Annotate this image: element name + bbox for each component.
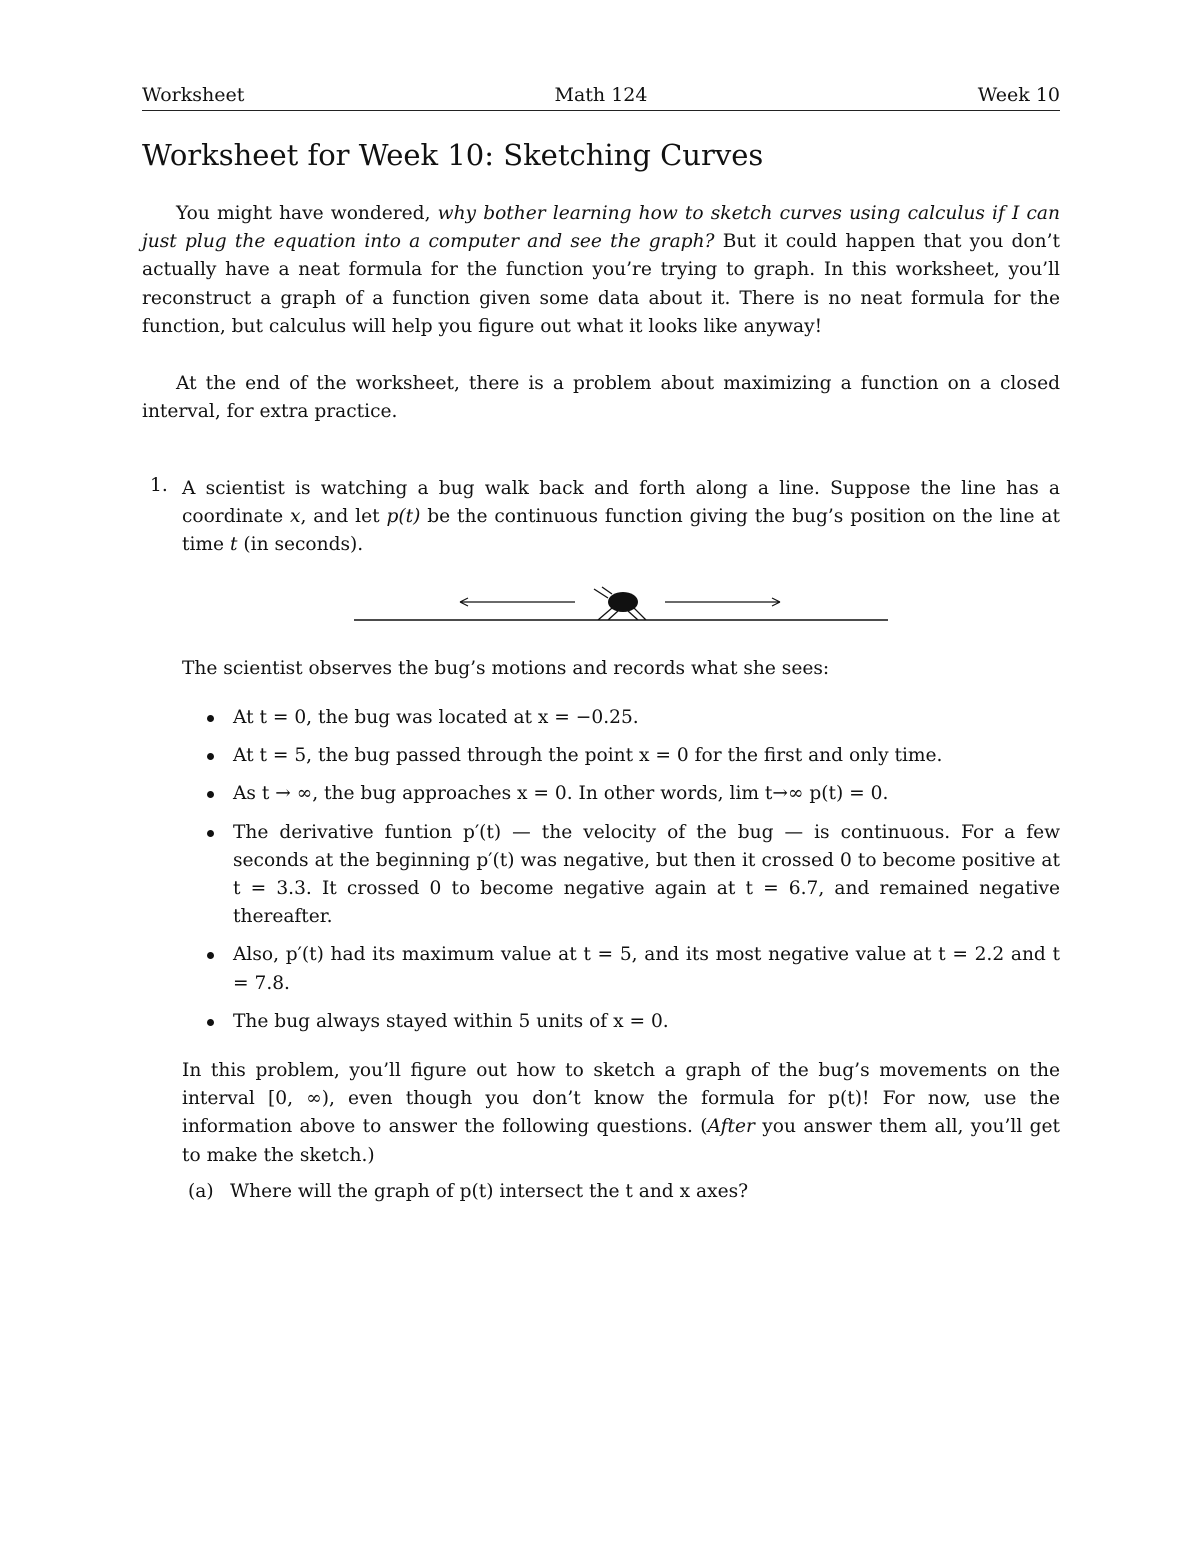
header-left: Worksheet bbox=[142, 84, 245, 106]
observation-intro: The scientist observes the bug’s motions and records what she sees: bbox=[182, 658, 830, 679]
subquestion-a bbox=[188, 1181, 748, 1202]
intro-text-b: But it could happen that you don’t actually have a neat formula for the function you’re trying to graph. In this worksheet, you’ll reconstruct a graph of a function given some data about it. There is no neat formula for the function, but calculus will help you figure out what it looks like anyway! bbox=[142, 231, 1060, 337]
left-arrow-icon bbox=[460, 598, 575, 606]
intro-text-a: You might have wondered, bbox=[176, 203, 438, 224]
list-item: Also, p′(t) had its maximum value at t = 5, and its most negative value at t = 2.2 and t = 7.8. bbox=[205, 941, 1060, 997]
page-title: Worksheet for Week 10: Sketching Curves bbox=[142, 138, 764, 172]
list-item: At t = 0, the bug was located at x = −0.25. bbox=[205, 704, 1060, 732]
list-item: As t → ∞, the bug approaches x = 0. In other words, lim t→∞ p(t) = 0. bbox=[205, 780, 1060, 808]
instructions-emphasis: After bbox=[707, 1116, 755, 1138]
observation-list bbox=[205, 704, 1060, 1046]
intro-paragraph-2: At the end of the worksheet, there is a problem about maximizing a function on a closed interval, for extra practice. bbox=[142, 373, 1060, 423]
subquestion-label: (a) bbox=[188, 1181, 214, 1202]
problem-text-1: A scientist is watching a bug walk back and forth along a line. Suppose the line has a coordinate bbox=[182, 478, 1060, 528]
problem-text-2: , and let bbox=[300, 506, 387, 528]
math-t: t bbox=[229, 534, 238, 556]
bug-on-line-figure bbox=[350, 580, 890, 630]
subquestion-text: Where will the graph of p(t) intersect the t and x axes? bbox=[230, 1181, 749, 1202]
list-item: The bug always stayed within 5 units of x = 0. bbox=[205, 1008, 1060, 1036]
header-right: Week 10 bbox=[977, 84, 1060, 106]
intro-question: why bother learning how to sketch curves using calculus if I can just plug the equation into a computer and see the graph? bbox=[142, 203, 1060, 253]
list-item: The derivative funtion p′(t) — the velocity of the bug — is continuous. For a few seconds at the beginning p′(t) was negative, but then it crossed 0 to become positive at t = 3.3. It crossed 0 to become negative again at t = 6.7, and remained negative thereafter. bbox=[205, 819, 1060, 932]
intro-paragraph-1 bbox=[142, 200, 1060, 341]
math-x: x bbox=[289, 506, 301, 528]
bug-icon bbox=[594, 587, 646, 620]
instructions-text-a: In this problem, you’ll figure out how to sketch a graph of the bug’s movements on the interval [0, ∞), even though you don’t know the formula for p(t)! For now, use the information above to answer the following questions. ( bbox=[182, 1060, 1060, 1138]
problem-text-4: (in seconds). bbox=[237, 534, 364, 556]
right-arrow-icon bbox=[665, 598, 780, 606]
problem-statement bbox=[182, 475, 1060, 560]
list-item: At t = 5, the bug passed through the point x = 0 for the first and only time. bbox=[205, 742, 1060, 770]
page-header bbox=[142, 84, 1060, 111]
instructions-text-b: you answer them all, you’ll get to make the sketch.) bbox=[182, 1116, 1061, 1166]
problem-text-3: be the continuous function giving the bug’s position on the line at time bbox=[182, 506, 1060, 556]
instructions-paragraph bbox=[182, 1057, 1060, 1170]
problem-number: 1. bbox=[150, 475, 168, 496]
header-center: Math 124 bbox=[554, 84, 648, 106]
math-pt: p(t) bbox=[386, 506, 421, 528]
